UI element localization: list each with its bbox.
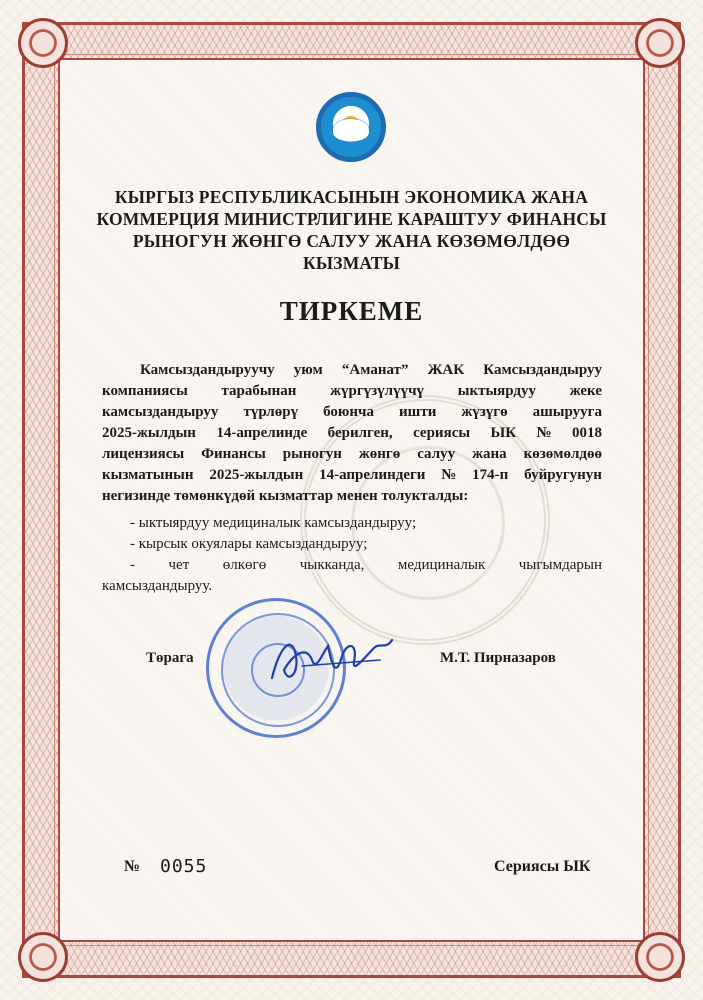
corner-ornament-icon [18,932,68,982]
list-item-continuation: камсыздандыруу. [102,578,213,594]
body-line: компаниясы тарабынан жүргүзүлүүчү ыктыярдуу жеке [102,383,602,399]
body-paragraph [102,360,602,507]
corner-ornament-icon [18,18,68,68]
body-line: 2025-жылдын 14-апрелинде берилген, сериясы ЫК № 0018 [102,425,602,441]
document-series: Сериясы ЫК [494,858,591,875]
list-item: - ыктыярдуу медициналык камсыздандыруу; [130,515,417,531]
body-line: лицензиясы Финансы рыногун жөнгө салуу жана көзөмөлдөө [102,446,602,462]
corner-ornament-icon [635,18,685,68]
list-item: - чет өлкөгө чыкканда, медициналык чыгымдарын [130,557,602,573]
list-item: - кырсык окуялары камсыздандыруу; [130,536,368,552]
body-line: Камсыздандыруучу уюм “Аманат” ЖАК Камсыздандыруу [140,362,602,378]
services-list [102,513,602,597]
body-line: кызматынын 2025-жылдын 14-апрелиндеги № 174-п буйругунун [102,467,602,483]
falcon-icon [333,119,369,141]
issuing-authority [90,186,613,274]
document-title: ТИРКЕМЕ [279,296,424,326]
handwritten-signature [262,626,402,696]
document-number: 0055 [160,856,208,877]
number-label: № [124,858,141,875]
corner-ornament-icon [635,932,685,982]
authority-line: КОММЕРЦИЯ МИНИСТРЛИГИНЕ КАРАШТУУ ФИНАНСЫ [96,209,607,229]
state-emblem-icon [316,92,386,162]
authority-line: КЫЗМАТЫ [303,253,400,273]
body-line: камсыздандыруу түрлөрү боюнча ишти жүзүгө ашырууга [102,404,602,420]
authority-line: РЫНОГУН ЖӨНГӨ САЛУУ ЖАНА КӨЗӨМӨЛДӨӨ [132,231,571,251]
authority-line: КЫРГЫЗ РЕСПУБЛИКАСЫНЫН ЭКОНОМИКА ЖАНА [114,187,589,207]
signatory-name: М.Т. Пирназаров [440,650,556,666]
body-line: негизинде төмөнкүдөй кызматтар менен толукталды: [102,488,469,504]
signatory-role: Төрага [146,650,194,666]
